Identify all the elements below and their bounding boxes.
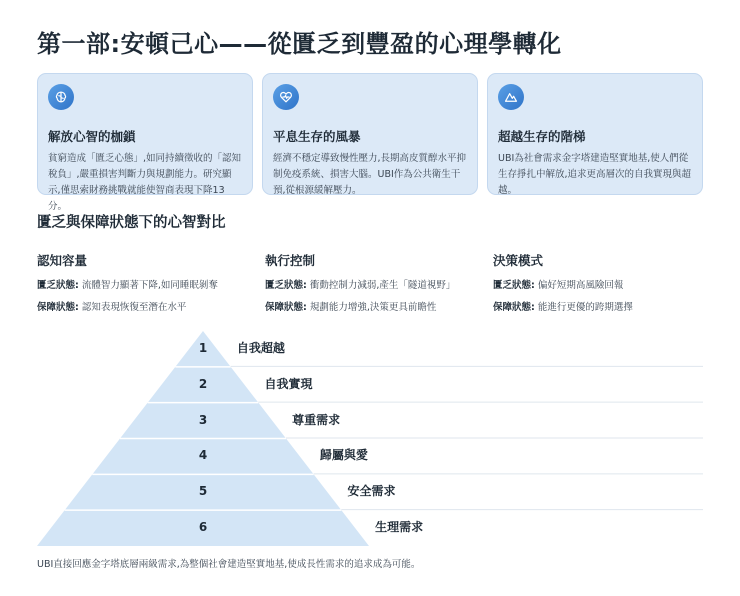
security-label: 保障狀態: [493,302,535,313]
heart-icon [273,84,299,110]
tier-number: 4 [198,448,208,463]
tier-number: 1 [198,340,208,355]
tier-label: 自我實現 [264,376,313,391]
mountain-icon [498,84,524,110]
tier-label: 自我超越 [236,340,285,355]
security-row [37,299,257,313]
section-title: 匱乏與保障狀態下的心智對比 [37,215,226,231]
column-title: 執行控制 [265,253,316,268]
tier-number: 5 [198,484,208,499]
security-label: 保障狀態: [265,302,307,313]
card-title: 解放心智的枷鎖 [48,129,136,144]
scarcity-label: 匱乏狀態: [493,280,535,291]
card-text: 經濟不穩定導致慢性壓力,長期高皮質醇水平抑制免疫系統、損害大腦。UBI作為公共衛生干預,從根源緩解壓力。 [273,153,467,196]
scarcity-text: 衝動控制力減弱,產生「隧道視野」 [309,280,456,291]
card-title: 平息生存的風暴 [273,129,361,144]
card-text: 貧窮造成「匱乏心態」,如同持續徵收的「認知稅負」,嚴重損害判斷力與規劃能力。研究顯示,僅思索財務挑戰就能使智商表現下降13分。 [48,153,242,212]
card-text: UBI為社會需求金字塔建造堅實地基,使人們從生存掙扎中解放,追求更高層次的自我實現與超越。 [498,153,692,196]
card-ladder [487,73,703,195]
column-title: 決策模式 [493,253,544,268]
security-text: 認知表現恢復至潛在水平 [81,302,187,313]
scarcity-text: 偏好短期高風險回報 [537,280,624,291]
column-decision-mode [493,251,713,313]
card-stress [262,73,478,195]
comparison-columns [37,251,703,315]
scarcity-row [493,277,713,291]
column-cognitive-capacity [37,251,257,313]
tier-label: 安全需求 [347,484,396,499]
tier-number: 6 [198,520,208,535]
needs-pyramid [37,331,703,546]
scarcity-row [37,277,257,291]
card-title: 超越生存的階梯 [498,129,586,144]
security-row [493,299,713,313]
tier-label: 歸屬與愛 [319,448,368,463]
column-executive-control [265,251,485,313]
footnote: UBI直接回應金字塔底層兩級需求,為整個社會建造堅實地基,使成長性需求的追求成為可能。 [37,559,421,570]
tier-number: 3 [198,412,208,427]
column-title: 認知容量 [37,253,88,268]
security-label: 保障狀態: [37,302,79,313]
card-cognitive [37,73,253,212]
security-row [265,299,485,313]
page-title: 第一部:安頓己心——從匱乏到豐盈的心理學轉化 [37,30,562,58]
pyramid-graphic [37,331,703,546]
scarcity-label: 匱乏狀態: [37,280,79,291]
tier-number: 2 [198,376,208,391]
feature-cards [37,73,703,212]
scarcity-text: 流體智力顯著下降,如同睡眠剝奪 [81,280,218,291]
security-text: 規劃能力增強,決策更具前瞻性 [309,302,437,313]
brain-icon [48,84,74,110]
security-text: 能進行更優的跨期選擇 [537,302,633,313]
tier-label: 生理需求 [375,520,424,535]
tier-label: 尊重需求 [292,412,341,427]
scarcity-row [265,277,485,291]
scarcity-label: 匱乏狀態: [265,280,307,291]
